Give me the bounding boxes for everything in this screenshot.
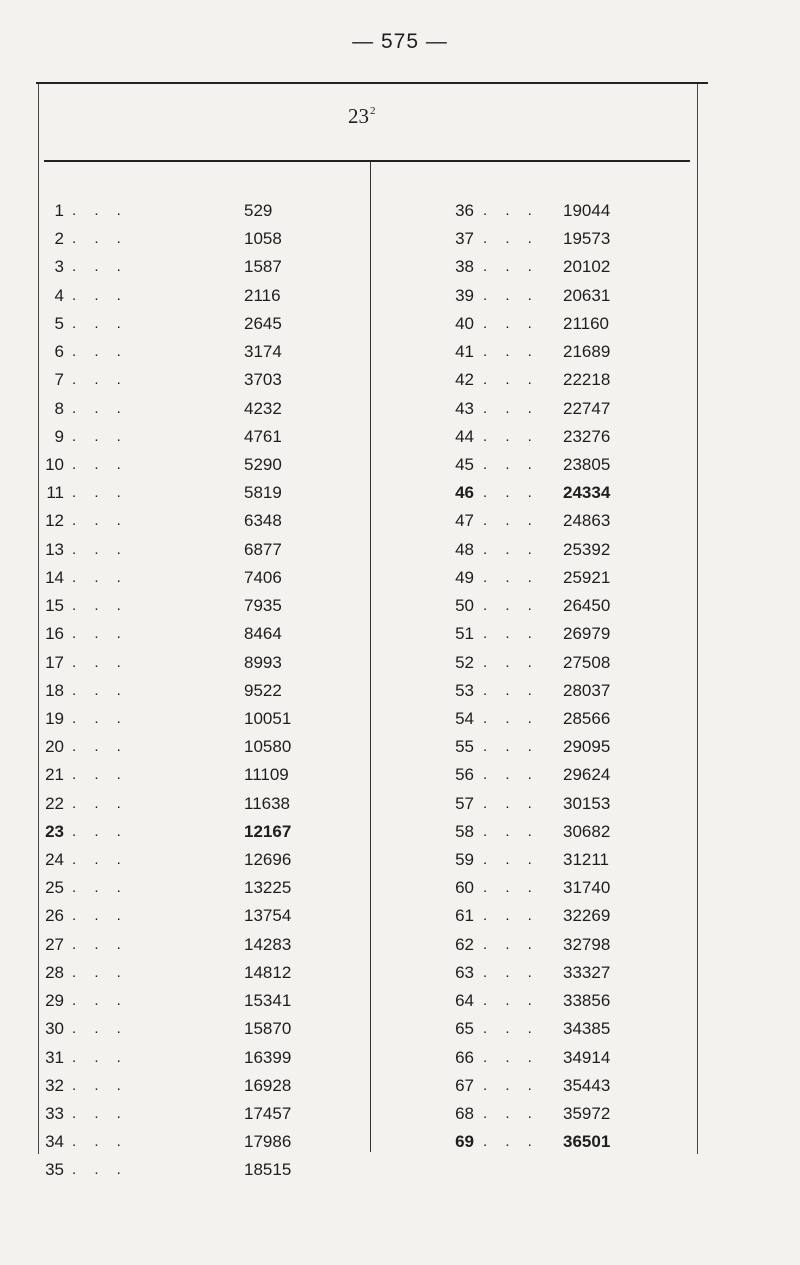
entry-number: 33 [45, 1104, 64, 1123]
leader-dots: . . . [483, 681, 539, 699]
entry-number: 4 [54, 285, 64, 305]
leader-dots: . . . [483, 907, 539, 925]
entry-number: 39 [455, 285, 474, 305]
entry-value: 529 [244, 201, 273, 220]
entry-number: 24 [45, 850, 64, 870]
entry-value: 13225 [244, 878, 292, 898]
leader-dots: . . . [483, 822, 539, 840]
entry-number: 66 [455, 1047, 474, 1067]
leader-dots: . . . [483, 258, 539, 276]
entry-number: 3 [54, 257, 64, 277]
entry-number: 34 [45, 1132, 64, 1152]
entry-value: 1587 [244, 257, 282, 277]
entry-number: 17 [45, 652, 64, 672]
entry-number: 19 [45, 708, 64, 728]
entry-number: 58 [455, 821, 474, 841]
entry-value: 26450 [563, 596, 611, 616]
entry-value: 2116 [244, 285, 281, 305]
leader-dots: . . . [483, 230, 539, 248]
entry-value: 32798 [563, 934, 611, 954]
entry-number: 25 [45, 878, 64, 898]
entry-value: 35972 [563, 1104, 611, 1123]
leader-dots: . . . [72, 512, 128, 530]
entry-value: 24863 [563, 511, 611, 531]
entry-number: 16 [45, 624, 64, 644]
leader-dots: . . . [72, 625, 128, 643]
entry-number: 27 [45, 934, 64, 954]
leader-dots: . . . [72, 427, 128, 445]
entry-number: 48 [455, 539, 474, 559]
entry-number: 38 [455, 257, 474, 277]
entry-number: 63 [455, 962, 474, 982]
leader-dots: . . . [483, 597, 539, 615]
entry-value: 33327 [563, 962, 611, 982]
entry-value: 27508 [563, 652, 611, 672]
entry-number: 8 [54, 398, 64, 418]
entry-value: 6348 [244, 511, 282, 531]
entry-value: 25392 [563, 539, 611, 559]
entry-value: 10051 [244, 708, 292, 728]
entry-number: 36 [455, 201, 474, 220]
entry-value: 7935 [244, 596, 282, 616]
entry-value: 17457 [244, 1104, 292, 1123]
entry-value: 32269 [563, 906, 611, 926]
leader-dots: . . . [483, 427, 539, 445]
entry-value: 6877 [244, 539, 282, 559]
leader-dots: . . . [72, 1076, 128, 1094]
entry-number: 64 [455, 991, 474, 1011]
entry-number: 41 [455, 342, 474, 362]
entry-value: 2645 [244, 313, 282, 333]
leader-dots: . . . [72, 879, 128, 897]
entry-value: 26979 [563, 624, 611, 644]
entry-number: 7 [54, 370, 64, 390]
entry-number: 15 [45, 596, 64, 616]
entry-value: 3703 [244, 370, 282, 390]
leader-dots: . . . [483, 314, 539, 332]
entry-number: 12 [45, 511, 64, 531]
entry-number: 47 [455, 511, 474, 531]
entry-number: 67 [455, 1075, 474, 1095]
leader-dots: . . . [483, 625, 539, 643]
entry-number: 40 [455, 313, 474, 333]
leader-dots: . . . [72, 794, 128, 812]
entry-number: 44 [455, 426, 474, 446]
entry-number: 53 [455, 680, 474, 700]
leader-dots: . . . [483, 343, 539, 361]
leader-dots: . . . [72, 963, 128, 981]
squares-table [0, 201, 800, 1199]
table-row [0, 1160, 800, 1198]
entry-value: 3174 [244, 342, 282, 362]
leader-dots: . . . [483, 512, 539, 530]
leader-dots: . . . [483, 1105, 539, 1122]
entry-number: 46 [455, 483, 474, 503]
entry-number: 54 [455, 708, 474, 728]
leader-dots: . . . [72, 343, 128, 361]
page-number: — 575 — [352, 30, 448, 53]
entry-number: 11 [46, 483, 64, 503]
leader-dots: . . . [72, 653, 128, 671]
entry-number: 30 [45, 1019, 64, 1039]
entry-value: 20631 [563, 285, 611, 305]
entry-number: 20 [45, 737, 64, 757]
entry-value: 24334 [563, 483, 611, 503]
entry-value: 15341 [244, 991, 292, 1011]
entry-number: 1 [54, 201, 64, 220]
entry-number: 59 [455, 850, 474, 870]
entry-value: 28037 [563, 680, 611, 700]
leader-dots: . . . [72, 540, 128, 558]
entry-number: 60 [455, 878, 474, 898]
entry-value: 13754 [244, 906, 292, 926]
entry-value: 36501 [563, 1132, 611, 1152]
entry-value: 23805 [563, 454, 611, 474]
entry-value: 33856 [563, 991, 611, 1011]
leader-dots: . . . [483, 202, 539, 219]
entry-number: 6 [54, 342, 64, 362]
entry-number: 35 [45, 1160, 64, 1180]
leader-dots: . . . [72, 709, 128, 727]
entry-number: 52 [455, 652, 474, 672]
title-exponent: 2 [370, 105, 376, 117]
entry-value: 8464 [244, 624, 282, 644]
leader-dots: . . . [72, 1133, 128, 1151]
entry-value: 34914 [563, 1047, 611, 1067]
leader-dots: . . . [72, 202, 128, 219]
entry-number: 49 [455, 567, 474, 587]
leader-dots: . . . [483, 963, 539, 981]
leader-dots: . . . [483, 1020, 539, 1038]
entry-number: 22 [45, 793, 64, 813]
leader-dots: . . . [483, 879, 539, 897]
entry-number: 37 [455, 229, 474, 249]
entry-number: 14 [45, 567, 64, 587]
leader-dots: . . . [72, 484, 128, 502]
leader-dots: . . . [72, 1020, 128, 1038]
entry-number: 61 [455, 906, 474, 926]
entry-value: 5290 [244, 454, 282, 474]
entry-number: 69 [455, 1132, 474, 1152]
entry-number: 18 [45, 680, 64, 700]
entry-value: 19573 [563, 229, 611, 249]
entry-value: 16928 [244, 1075, 292, 1095]
leader-dots: . . . [72, 822, 128, 840]
entry-number: 68 [455, 1104, 474, 1123]
header-rule [44, 160, 690, 162]
entry-value: 14283 [244, 934, 292, 954]
leader-dots: . . . [72, 1048, 128, 1066]
leader-dots: . . . [483, 286, 539, 304]
entry-value: 29095 [563, 737, 611, 757]
leader-dots: . . . [483, 935, 539, 953]
leader-dots: . . . [483, 992, 539, 1010]
entry-value: 1058 [244, 229, 282, 249]
leader-dots: . . . [483, 851, 539, 869]
title-base: 23 [348, 104, 369, 128]
entry-number: 32 [45, 1075, 64, 1095]
leader-dots: . . . [483, 399, 539, 417]
leader-dots: . . . [72, 597, 128, 615]
entry-value: 23276 [563, 426, 611, 446]
entry-value: 35443 [563, 1075, 611, 1095]
entry-number: 26 [45, 906, 64, 926]
entry-value: 16399 [244, 1047, 292, 1067]
entry-value: 31211 [563, 850, 610, 870]
entry-value: 20102 [563, 257, 611, 277]
leader-dots: . . . [72, 568, 128, 586]
entry-number: 10 [45, 454, 64, 474]
entry-value: 9522 [244, 680, 282, 700]
entry-number: 31 [45, 1047, 64, 1067]
leader-dots: . . . [483, 653, 539, 671]
entry-value: 19044 [563, 201, 611, 220]
entry-number: 28 [45, 962, 64, 982]
entry-value: 12167 [244, 821, 292, 841]
leader-dots: . . . [72, 314, 128, 332]
entry-value: 7406 [244, 567, 282, 587]
leader-dots: . . . [72, 371, 128, 389]
entry-value: 4232 [244, 398, 282, 418]
leader-dots: . . . [483, 709, 539, 727]
entry-value: 8993 [244, 652, 282, 672]
leader-dots: . . . [72, 258, 128, 276]
leader-dots: . . . [483, 1076, 539, 1094]
leader-dots: . . . [72, 992, 128, 1010]
entry-number: 9 [54, 426, 64, 446]
leader-dots: . . . [72, 455, 128, 473]
leader-dots: . . . [72, 907, 128, 925]
entry-number: 29 [45, 991, 64, 1011]
entry-value: 21160 [563, 313, 610, 333]
entry-value: 31740 [563, 878, 611, 898]
leader-dots: . . . [72, 1105, 128, 1122]
leader-dots: . . . [72, 681, 128, 699]
leader-dots: . . . [483, 766, 539, 784]
entry-number: 23 [45, 821, 64, 841]
leader-dots: . . . [483, 371, 539, 389]
leader-dots: . . . [72, 738, 128, 756]
entry-value: 30153 [563, 793, 611, 813]
entry-number: 42 [455, 370, 474, 390]
table-top-rule [36, 82, 708, 84]
entry-value: 12696 [244, 850, 292, 870]
entry-number: 56 [455, 765, 474, 785]
entry-number: 65 [455, 1019, 474, 1039]
entry-value: 18515 [244, 1160, 292, 1180]
entry-value: 11109 [244, 765, 289, 785]
leader-dots: . . . [72, 1161, 128, 1179]
leader-dots: . . . [483, 738, 539, 756]
entry-value: 30682 [563, 821, 611, 841]
entry-value: 34385 [563, 1019, 611, 1039]
entry-number: 2 [54, 229, 64, 249]
leader-dots: . . . [72, 399, 128, 417]
entry-value: 11638 [244, 793, 291, 813]
entry-number: 13 [45, 539, 64, 559]
entry-value: 21689 [563, 342, 611, 362]
leader-dots: . . . [483, 540, 539, 558]
entry-number: 57 [455, 793, 474, 813]
entry-value: 14812 [244, 962, 292, 982]
leader-dots: . . . [483, 484, 539, 502]
leader-dots: . . . [483, 1133, 539, 1151]
entry-value: 17986 [244, 1132, 292, 1152]
entry-value: 4761 [244, 426, 282, 446]
leader-dots: . . . [72, 230, 128, 248]
entry-number: 5 [54, 313, 64, 333]
leader-dots: . . . [483, 455, 539, 473]
leader-dots: . . . [72, 851, 128, 869]
entry-number: 55 [455, 737, 474, 757]
leader-dots: . . . [72, 766, 128, 784]
entry-number: 51 [455, 624, 474, 644]
entry-number: 43 [455, 398, 474, 418]
entry-value: 15870 [244, 1019, 292, 1039]
entry-value: 5819 [244, 483, 282, 503]
entry-value: 25921 [563, 567, 611, 587]
entry-number: 21 [45, 765, 64, 785]
entry-number: 50 [455, 596, 474, 616]
leader-dots: . . . [483, 1048, 539, 1066]
entry-value: 28566 [563, 708, 611, 728]
entry-value: 22747 [563, 398, 611, 418]
leader-dots: . . . [483, 568, 539, 586]
entry-value: 22218 [563, 370, 611, 390]
entry-value: 29624 [563, 765, 611, 785]
leader-dots: . . . [483, 794, 539, 812]
entry-number: 62 [455, 934, 474, 954]
table-title [348, 104, 376, 129]
entry-value: 10580 [244, 737, 292, 757]
entry-number: 45 [455, 454, 474, 474]
leader-dots: . . . [72, 286, 128, 304]
leader-dots: . . . [72, 935, 128, 953]
